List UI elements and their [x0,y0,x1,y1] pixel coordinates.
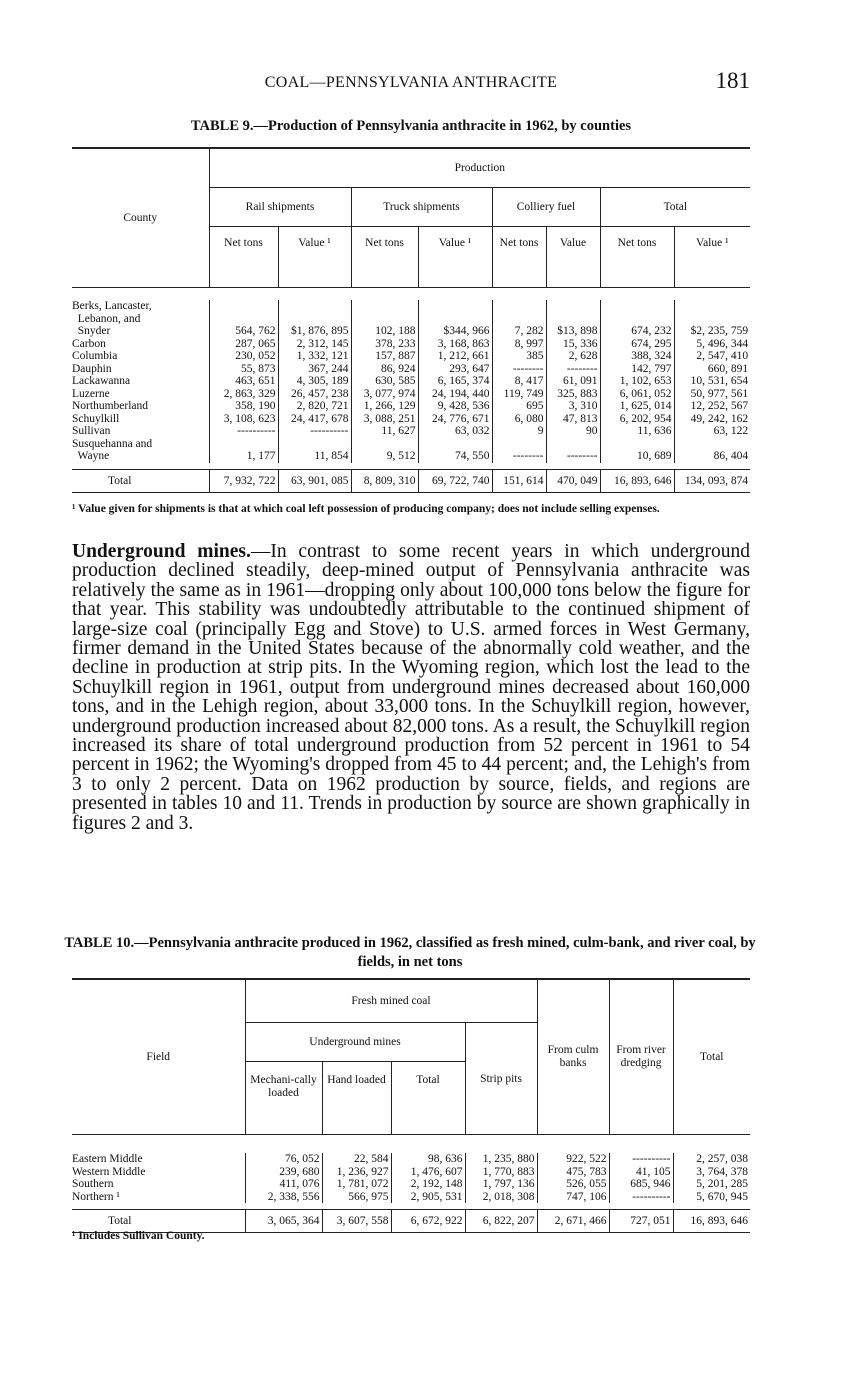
t9-cell: 12, 252, 567 [674,400,750,413]
t9-cell [600,313,674,326]
t9-row-label: Snyder [72,325,111,337]
table9-group-truck: Truck shipments [351,188,492,227]
t9-total-cell: 69, 722, 740 [418,469,492,492]
t10-cell: ---------- [609,1153,673,1166]
t9-row [72,325,750,338]
t9-cell: 63, 122 [674,425,750,438]
table9-subhead: Value ¹ [674,227,750,288]
t9-cell: 86, 924 [351,363,418,376]
t9-row [72,363,750,376]
t9-cell [209,300,278,313]
t10-total-label: Total [72,1210,245,1233]
t9-cell: 378, 233 [351,338,418,351]
t9-cell: 2, 312, 145 [278,338,351,351]
t9-cell: 157, 887 [351,350,418,363]
t10-cell: 1, 781, 072 [322,1178,391,1191]
t9-cell [209,438,278,451]
t9-cell: 24, 417, 678 [278,413,351,426]
t10-row [72,1153,750,1166]
t9-row-label: Carbon [72,337,106,350]
t9-cell: 325, 883 [546,388,600,401]
t10-cell: 2, 905, 531 [391,1191,465,1204]
t9-cell: 3, 310 [546,400,600,413]
t9-cell: 1, 332, 121 [278,350,351,363]
t9-row [72,425,750,438]
t9-cell: $344, 966 [418,325,492,338]
t9-cell: 388, 324 [600,350,674,363]
t9-row-label: Lackawanna [72,375,131,387]
table10-subhead: Mechani-cally loaded [245,1062,322,1135]
t9-cell: 8, 417 [492,375,546,388]
table9 [72,147,750,493]
t9-row [72,375,750,388]
t9-cell: 287, 065 [209,338,278,351]
table9-group-total: Total [600,188,750,227]
table10-caption: TABLE 10.—Pennsylvania anthracite produced in 1962, classified as fresh mined, culm-bank, and river coal, by fields, in net tons [64,935,756,970]
t9-total-cell: 134, 093, 874 [674,469,750,492]
t10-row [72,1178,750,1191]
t9-cell: $13, 898 [546,325,600,338]
t9-cell: 3, 077, 974 [351,388,418,401]
t10-row [72,1191,750,1204]
t9-cell [600,300,674,313]
t9-cell: 695 [492,400,546,413]
t9-cell [351,313,418,326]
table10-subhead: From culm banks [537,979,609,1135]
t9-cell: 3, 088, 251 [351,413,418,426]
t9-cell: -------- [546,363,600,376]
t10-row-label: Northern ¹ [72,1190,120,1203]
table10-subhead: Strip pits [465,1023,537,1135]
t9-row-label: Columbia [72,350,118,362]
t10-cell: 239, 680 [245,1166,322,1179]
t9-cell: 2, 547, 410 [674,350,750,363]
t10-row-label: Southern [72,1178,114,1190]
t9-cell: 8, 997 [492,338,546,351]
t10-cell: 685, 946 [609,1178,673,1191]
t9-cell: 564, 762 [209,325,278,338]
t9-cell: 660, 891 [674,363,750,376]
t9-cell: 1, 102, 653 [600,375,674,388]
t9-cell: 9, 428, 536 [418,400,492,413]
t9-cell: 293, 647 [418,363,492,376]
t9-row-label: Wayne [72,450,110,462]
t9-row [72,313,750,326]
t10-cell: 1, 770, 883 [465,1166,537,1179]
t9-cell: 358, 190 [209,400,278,413]
t9-cell: $2, 235, 759 [674,325,750,338]
t10-cell: 566, 975 [322,1191,391,1204]
t10-cell: 411, 076 [245,1178,322,1191]
t10-cell: 475, 783 [537,1166,609,1179]
t10-cell: 5, 670, 945 [673,1191,750,1204]
section-heading: Underground mines. [72,541,251,562]
t10-cell: 98, 636 [391,1153,465,1166]
t9-cell: 4, 305, 189 [278,375,351,388]
t9-cell: 1, 625, 014 [600,400,674,413]
t9-total-cell: 151, 614 [492,469,546,492]
t9-cell: 9 [492,425,546,438]
table10-subhead: Hand loaded [322,1062,391,1135]
t9-cell [278,300,351,313]
t10-cell: 2, 192, 148 [391,1178,465,1191]
t9-cell: 3, 168, 863 [418,338,492,351]
t9-cell: 15, 336 [546,338,600,351]
t9-row-label: Sullivan [72,425,111,437]
table9-subhead: Net tons [492,227,546,288]
t9-cell: 26, 457, 238 [278,388,351,401]
t9-row [72,438,750,451]
t9-cell: 10, 531, 654 [674,375,750,388]
t10-cell: 1, 235, 880 [465,1153,537,1166]
t10-cell: 747, 106 [537,1191,609,1204]
t9-cell [278,438,351,451]
t9-cell [492,313,546,326]
t9-cell: 2, 628 [546,350,600,363]
t9-total-cell: 470, 049 [546,469,600,492]
t9-total-row [72,469,750,492]
t9-cell [418,438,492,451]
t10-cell: 2, 257, 038 [673,1153,750,1166]
t9-cell: 55, 873 [209,363,278,376]
t9-cell [209,313,278,326]
t9-row-label: Schuylkill [72,412,120,425]
t9-cell [278,313,351,326]
t10-total-cell: 727, 051 [609,1210,673,1233]
table9-group-rail: Rail shipments [209,188,351,227]
t9-cell: -------- [546,450,600,463]
t10-cell: 41, 105 [609,1166,673,1179]
t9-cell: 11, 627 [351,425,418,438]
t10-cell: 1, 476, 607 [391,1166,465,1179]
t9-cell: 119, 749 [492,388,546,401]
table9-subhead: Net tons [351,227,418,288]
table9-subhead: Net tons [209,227,278,288]
page-number: 181 [715,68,750,93]
t9-row [72,413,750,426]
t9-cell: 61, 091 [546,375,600,388]
t9-cell: 2, 863, 329 [209,388,278,401]
t10-row-label: Western Middle [72,1165,146,1178]
t9-row-label: Susquehanna and [72,437,153,450]
body-paragraph [72,542,750,833]
t9-total-cell: 16, 893, 646 [600,469,674,492]
t9-cell [418,313,492,326]
t9-cell: 674, 232 [600,325,674,338]
t9-cell: 24, 776, 671 [418,413,492,426]
t10-cell: 5, 201, 285 [673,1178,750,1191]
t9-cell: 11, 636 [600,425,674,438]
t9-cell: 9, 512 [351,450,418,463]
table9-group-colliery: Colliery fuel [492,188,600,227]
t10-cell: 526, 055 [537,1178,609,1191]
running-head [72,70,750,100]
t9-cell: 63, 032 [418,425,492,438]
t9-cell: 1, 177 [209,450,278,463]
t9-row [72,300,750,313]
t9-cell: 463, 651 [209,375,278,388]
t9-cell: 90 [546,425,600,438]
table9-subhead: Net tons [600,227,674,288]
t9-cell: ---------- [209,425,278,438]
t9-cell: 1, 266, 129 [351,400,418,413]
t9-cell: 630, 585 [351,375,418,388]
t9-cell: 6, 080 [492,413,546,426]
t9-row [72,388,750,401]
t9-cell [351,300,418,313]
t9-cell: 2, 820, 721 [278,400,351,413]
table10 [72,978,750,1233]
t9-cell: 50, 977, 561 [674,388,750,401]
table10-fresh-header: Fresh mined coal [245,979,537,1023]
t9-cell: ---------- [278,425,351,438]
t9-cell: 86, 404 [674,450,750,463]
t9-cell: 102, 188 [351,325,418,338]
t10-total-cell: 6, 822, 207 [465,1210,537,1233]
table10-underground-header: Underground mines [245,1023,465,1062]
t9-total-cell: 8, 809, 310 [351,469,418,492]
t9-cell: 142, 797 [600,363,674,376]
table10-subhead: From river dredging [609,979,673,1135]
t9-cell: 3, 108, 623 [209,413,278,426]
t9-row-label: Northumberland [72,400,149,412]
t10-total-cell: 16, 893, 646 [673,1210,750,1233]
t9-cell: 24, 194, 440 [418,388,492,401]
t9-row-label: Lebanon, and [72,312,141,325]
t9-row-label: Berks, Lancaster, [72,300,152,312]
t9-cell [674,300,750,313]
t9-cell: 674, 295 [600,338,674,351]
table9-county-header: County [72,148,209,288]
t9-row [72,400,750,413]
t10-total-cell: 3, 065, 364 [245,1210,322,1233]
t10-total-cell: 3, 607, 558 [322,1210,391,1233]
t9-row [72,338,750,351]
table9-subhead: Value ¹ [278,227,351,288]
t9-row [72,350,750,363]
t10-cell: 76, 052 [245,1153,322,1166]
t9-row [72,450,750,463]
t9-cell [600,438,674,451]
t10-total-cell: 6, 672, 922 [391,1210,465,1233]
table9-production-header: Production [209,148,750,188]
t10-cell: 1, 797, 136 [465,1178,537,1191]
running-title: COAL—PENNSYLVANIA ANTHRACITE [264,74,558,91]
t9-cell: 6, 202, 954 [600,413,674,426]
t9-cell [492,300,546,313]
t9-cell [546,438,600,451]
t9-total-label: Total [72,469,209,492]
t9-cell [351,438,418,451]
t9-cell: -------- [492,363,546,376]
t9-cell: 11, 854 [278,450,351,463]
t9-cell [418,300,492,313]
t9-cell [492,438,546,451]
t9-cell [546,313,600,326]
t9-cell: 74, 550 [418,450,492,463]
paragraph-text: —In contrast to some recent years in which underground production declined steadily, deep-mined output of Pennsylvania anthracite was relatively the same as in 1961—dropping only about 100,000 tons below the figure for that year. This stability was undoubtedly attributable to the continued shipment of large-size coal (principally Egg and Stove) to U.S. armed forces in West Germany, firmer demand in the United States because of the abnormally cold weather, and the decline in production at strip pits. In the Wyoming region, which lost the lead to the Schuylkill region in 1961, output from underground mines decreased about 160,000 tons, and in the Lehigh region, about 33,000 tons. In the Schuylkill region, however, underground production increased about 82,000 tons. As a result, the Schuylkill region increased its share of total underground production from 52 percent in 1961 to 54 percent in 1962; the Wyoming's dropped from 45 to 44 percent; and, the Lehigh's from 3 to only 2 percent. Data on 1962 production by source, fields, and regions are presented in tables 10 and 11. Trends in production by source are shown graphically in figures 2 and 3. [72,541,750,834]
t9-cell: 6, 165, 374 [418,375,492,388]
t10-cell: 3, 764, 378 [673,1166,750,1179]
t10-row [72,1166,750,1179]
table10-subhead: Total [391,1062,465,1135]
table9-subhead: Value ¹ [418,227,492,288]
table9-caption: TABLE 9.—Production of Pennsylvania anthracite in 1962, by counties [190,118,632,134]
table9-footnote: ¹ Value given for shipments is that at which coal left possession of producing company; does not include selling expenses. [72,503,660,515]
t9-cell [674,313,750,326]
t9-cell: 6, 061, 052 [600,388,674,401]
t9-cell: 47, 813 [546,413,600,426]
t9-cell: $1, 876, 895 [278,325,351,338]
t9-cell: 1, 212, 661 [418,350,492,363]
t10-cell: 2, 338, 556 [245,1191,322,1204]
t9-total-cell: 7, 932, 722 [209,469,278,492]
t10-cell: 2, 018, 308 [465,1191,537,1204]
t9-cell [674,438,750,451]
t10-row-label: Eastern Middle [72,1153,143,1165]
t9-cell [546,300,600,313]
t10-cell: 22, 584 [322,1153,391,1166]
t9-cell: 385 [492,350,546,363]
t9-cell: 10, 689 [600,450,674,463]
t10-cell: ---------- [609,1191,673,1204]
t9-cell: -------- [492,450,546,463]
table9-subhead: Value [546,227,600,288]
t9-cell: 7, 282 [492,325,546,338]
t9-row-label: Luzerne [72,387,110,400]
t10-cell: 1, 236, 927 [322,1166,391,1179]
t9-row-label: Dauphin [72,362,112,375]
t9-cell: 230, 052 [209,350,278,363]
table10-field-header: Field [72,979,245,1135]
t9-cell: 5, 496, 344 [674,338,750,351]
t9-cell: 367, 244 [278,363,351,376]
table10-subhead: Total [673,979,750,1135]
t10-total-cell: 2, 671, 466 [537,1210,609,1233]
t9-cell: 49, 242, 162 [674,413,750,426]
t10-cell: 922, 522 [537,1153,609,1166]
t9-total-cell: 63, 901, 085 [278,469,351,492]
table10-footnote: ¹ Includes Sullivan County. [72,1230,205,1242]
